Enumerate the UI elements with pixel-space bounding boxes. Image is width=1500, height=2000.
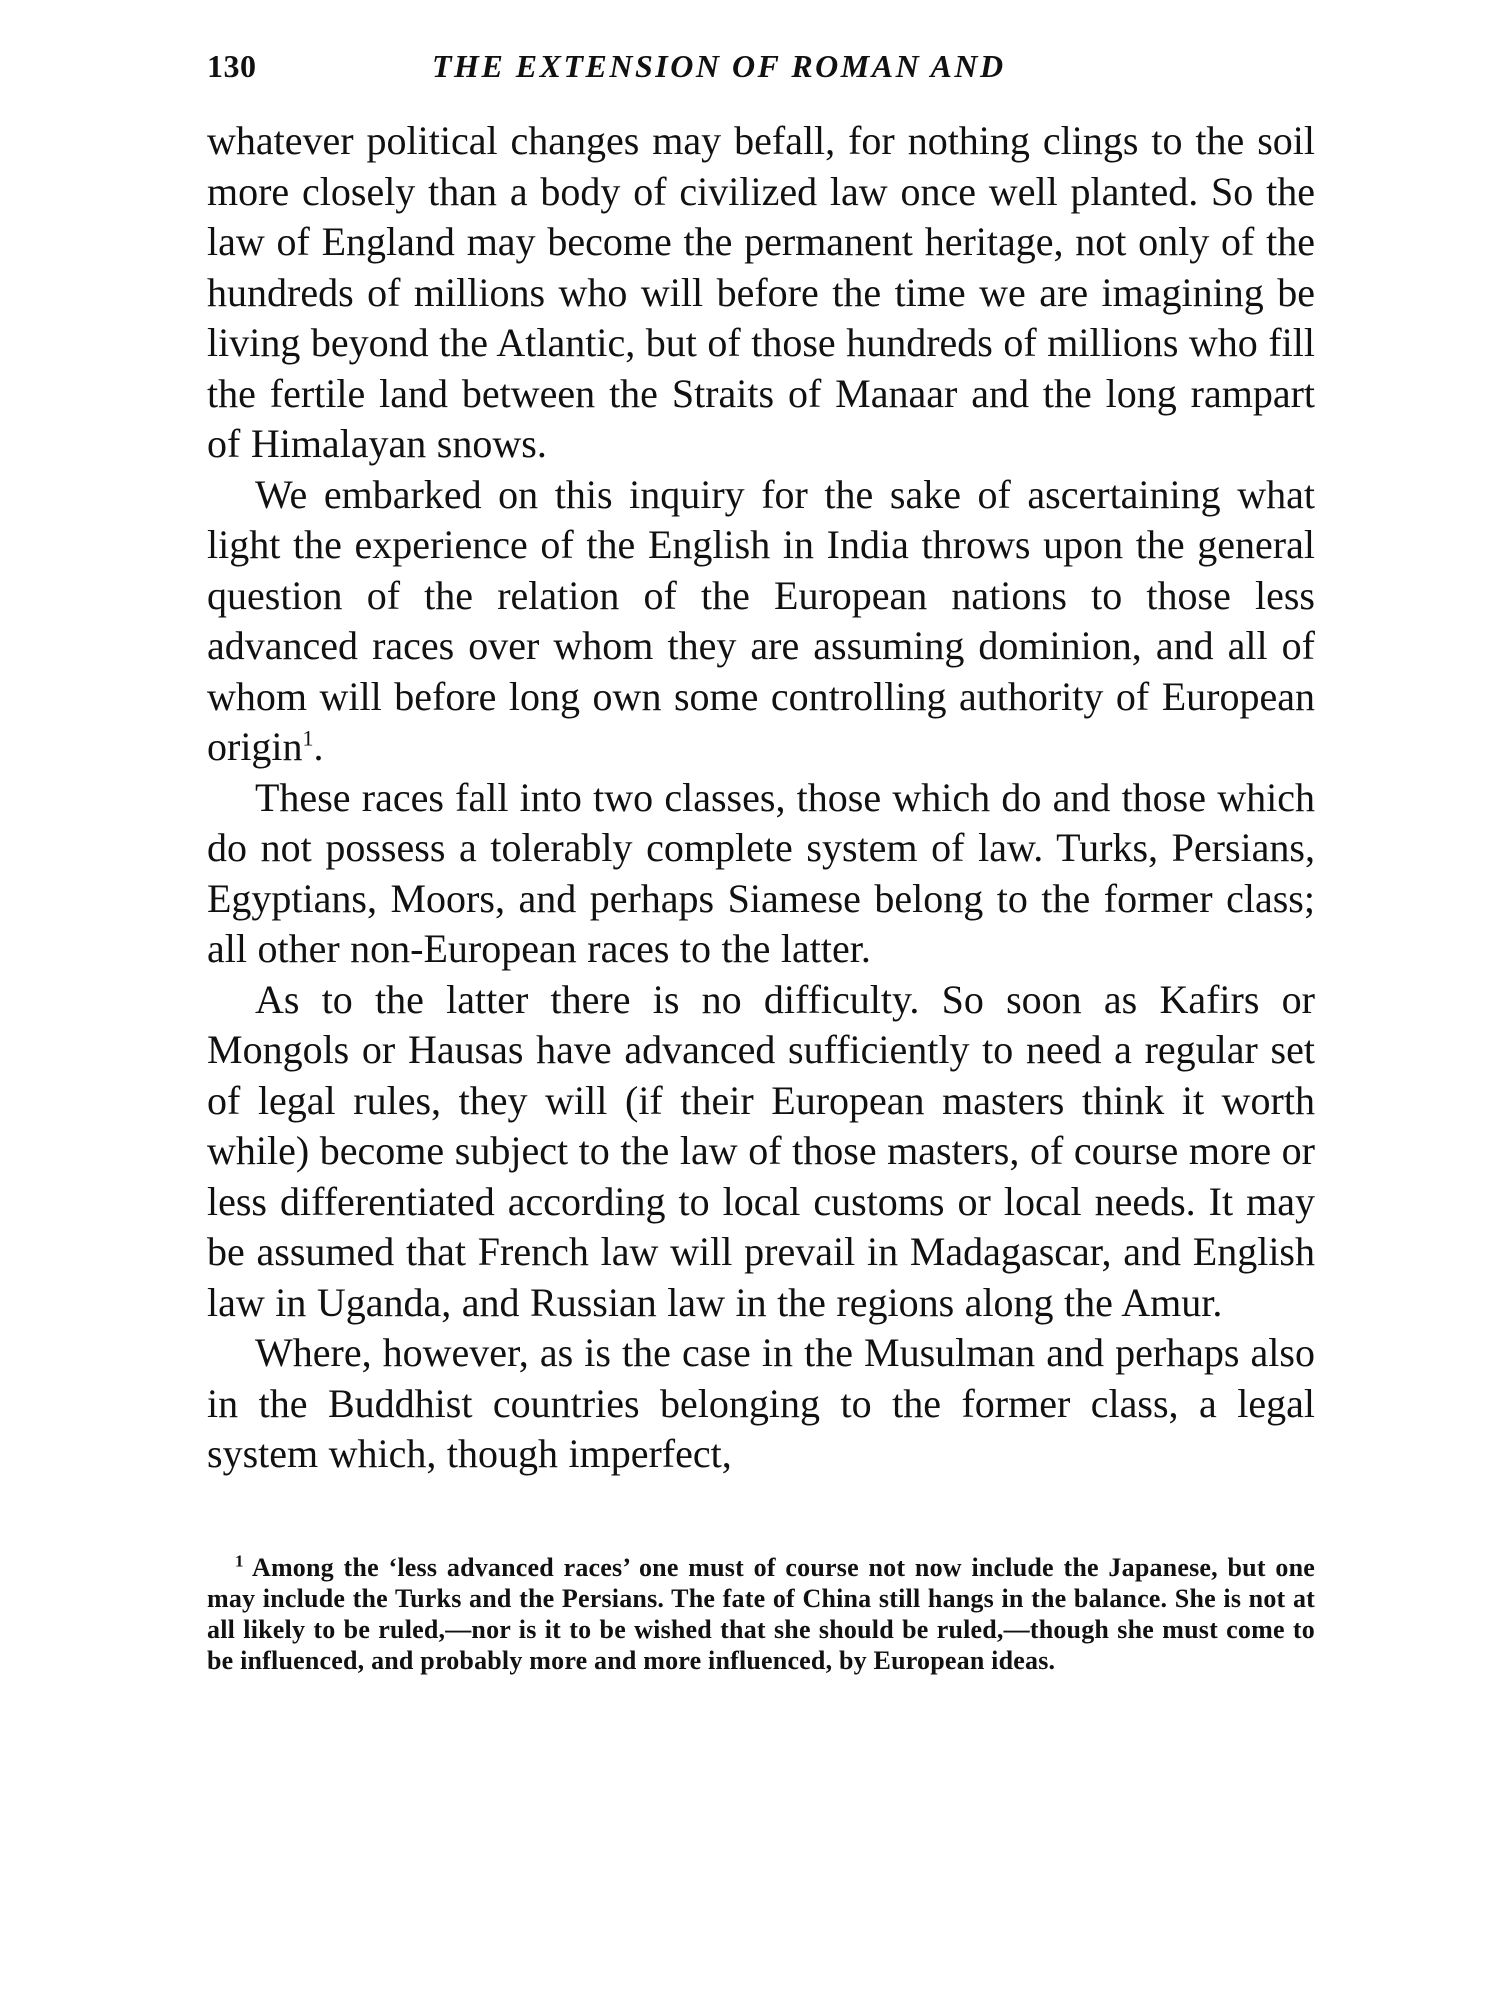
book-page bbox=[207, 40, 1315, 1940]
paragraph-2-ending: . bbox=[313, 724, 324, 769]
running-header bbox=[207, 40, 1315, 84]
footnote-text: Among the ‘less advanced races’ one must of course not now include the Japanese, but one may include the Turks and the Persians. The fate of China still hangs in the balance. She is not at all likely to be ruled,—nor is it to be wished that she should be ruled,—though she must come to be influenced, and probably more and more influenced, by European ideas. bbox=[207, 1552, 1316, 1675]
footnote bbox=[207, 1552, 1315, 1676]
paragraph-2 bbox=[207, 470, 1315, 773]
paragraph-2-text: We embarked on this inquiry for the sake of ascertaining what light the experience of the English in India throws upon the general question of the relation of the European nations to those less advanced races over whom they are assuming dominion, and all of whom will before long own some controlling authority of European origin bbox=[207, 471, 1315, 769]
footnote-number: 1 bbox=[235, 1550, 244, 1570]
running-title: THE EXTENSION OF ROMAN AND bbox=[432, 48, 1006, 84]
paragraph-1: whatever political changes may befall, for nothing clings to the soil more closely than a body of civilized law once well planted. So the law of England may become the permanent heritage, not only of the hundreds of millions who will before the time we are imagining be living beyond the Atlantic, but of those hundreds of millions who fill the fertile land between the Straits of Manaar and the long rampart of Himalayan snows. bbox=[207, 118, 1315, 466]
body-text bbox=[207, 116, 1315, 1480]
paragraph-5: Where, however, as is the case in the Musulman and perhaps also in the Buddhist countries belonging to the former class, a legal system which, though imperfect, bbox=[207, 1330, 1315, 1476]
footnote-spacer bbox=[207, 1480, 1315, 1552]
paragraph-4: As to the latter there is no difficulty. So soon as Kafirs or Mongols or Hausas have advanced sufficiently to need a regular set of legal rules, they will (if their European masters think it worth while) become subject to the law of those masters, of course more or less differentiated according to local customs or local needs. It may be assumed that French law will prevail in Madagascar, and English law in Uganda, and Russian law in the regions along the Amur. bbox=[207, 976, 1315, 1325]
page-number: 130 bbox=[207, 48, 257, 84]
footnote-reference-marker: 1 bbox=[302, 725, 314, 751]
paragraph-3: These races fall into two classes, those which do and those which do not possess a tolerably complete system of law. Turks, Persians, Egyptians, Moors, and perhaps Siamese belong to the former class; all other non-European races to the latter. bbox=[207, 774, 1315, 971]
